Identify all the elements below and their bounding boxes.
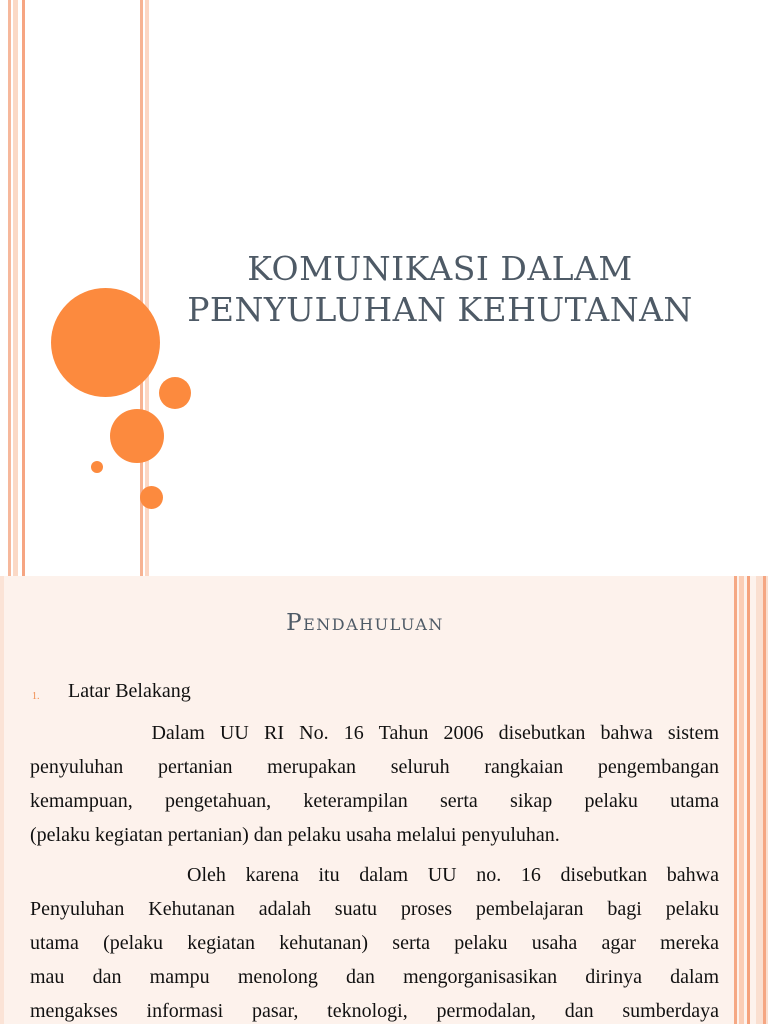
decorative-circle-large [51, 288, 160, 397]
slide-title-line1: KOMUNIKASI DALAM [247, 249, 633, 288]
decorative-stripe [734, 576, 737, 1024]
paragraph-line: mau dan mampu menolong dan mengorganisasikan dirinya dalam [30, 966, 719, 988]
paragraph-line: Penyuluhan Kehutanan adalah suatu proses pembelajaran bagi pelaku [30, 898, 719, 920]
decorative-circle-small [140, 486, 163, 509]
decorative-circle-tiny [91, 461, 103, 473]
paragraph-2 [30, 858, 719, 1024]
bullet-label: Latar Belakang [68, 680, 191, 702]
slide-title [155, 248, 725, 330]
decorative-stripe [739, 576, 744, 1024]
slide-title-line2: PENYULUHAN KEHUTANAN [187, 290, 693, 329]
decorative-stripe [747, 576, 750, 1024]
decorative-stripe [0, 576, 4, 1024]
paragraph-line: mengakses informasi pasar, teknologi, permodalan, dan sumberdaya [30, 1000, 719, 1022]
decorative-stripe [13, 0, 18, 576]
paragraph-line: (pelaku kegiatan pertanian) dan pelaku usaha melalui penyuluhan. [30, 824, 560, 846]
bullet-number: 1. [32, 691, 40, 702]
section-heading: Pendahuluan [286, 610, 444, 636]
paragraph-line: kemampuan, pengetahuan, keterampilan serta sikap pelaku utama [30, 790, 719, 812]
paragraph-line: Dalam UU RI No. 16 Tahun 2006 disebutkan bahwa sistem [30, 722, 719, 744]
paragraph-line: Oleh karena itu dalam UU no. 16 disebutkan bahwa [30, 864, 719, 886]
decorative-circle-medium [110, 409, 164, 463]
decorative-stripe [756, 576, 768, 1024]
content-slide [0, 576, 768, 1024]
decorative-circle-small [159, 377, 191, 409]
decorative-stripe [763, 576, 766, 1024]
paragraph-line: penyuluhan pertanian merupakan seluruh rangkaian pengembangan [30, 756, 719, 778]
decorative-stripe [8, 0, 11, 576]
decorative-stripe [22, 0, 25, 576]
paragraph-line: utama (pelaku kegiatan kehutanan) serta pelaku usaha agar mereka [30, 932, 719, 954]
paragraph-1 [30, 716, 719, 852]
